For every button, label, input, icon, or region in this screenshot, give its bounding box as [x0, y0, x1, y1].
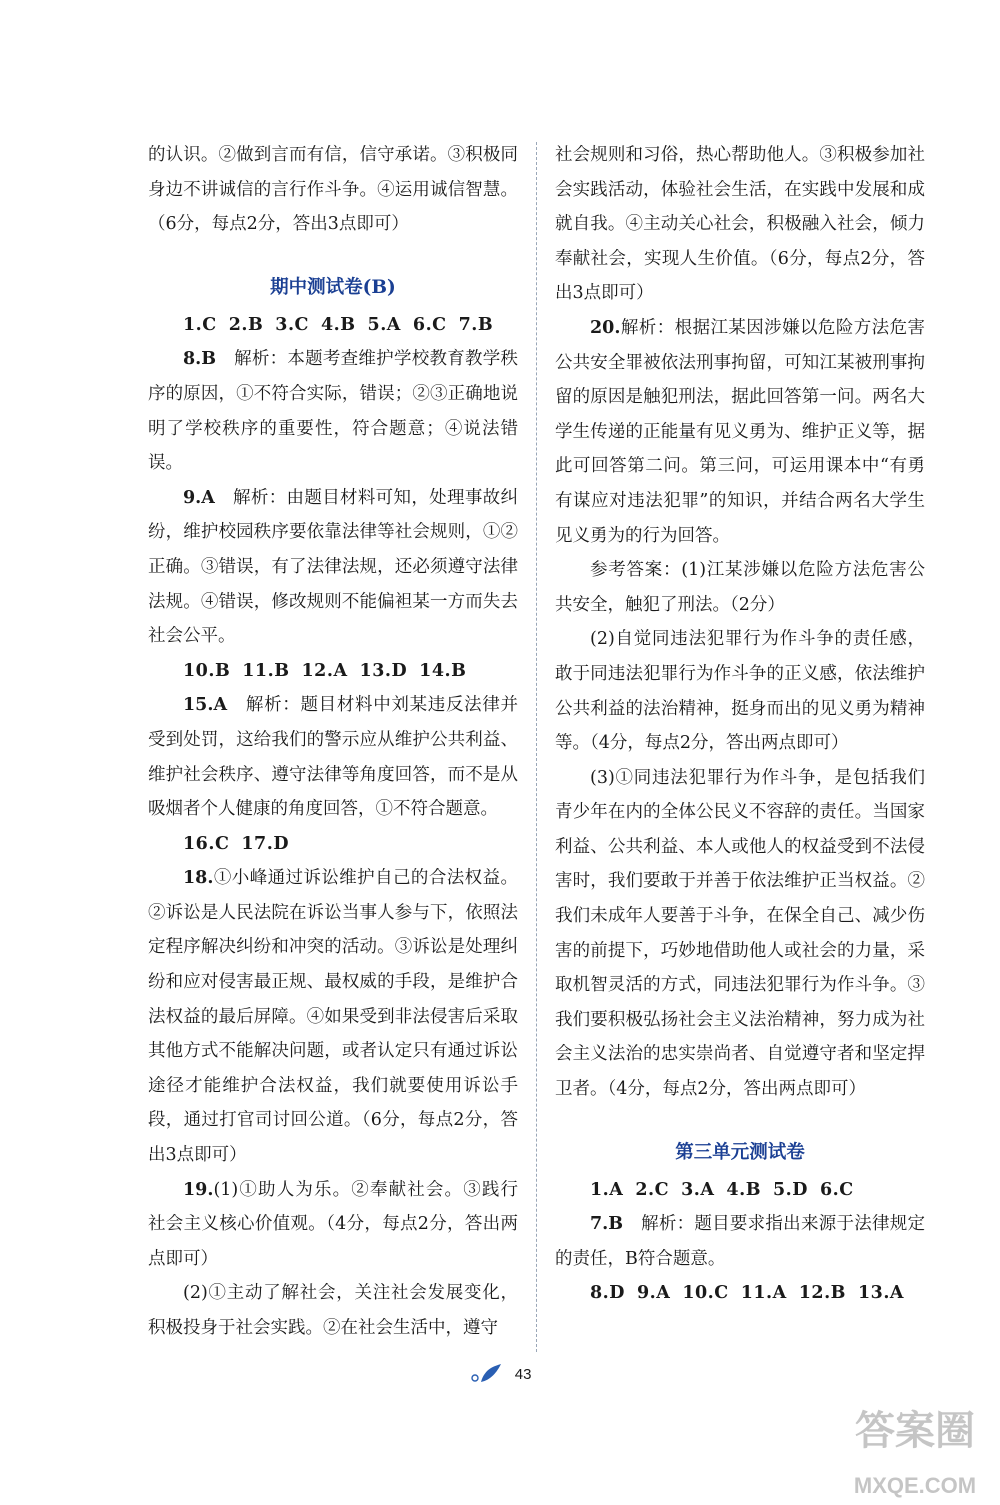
column-divider [536, 142, 537, 1352]
paragraph: (3)①同违法犯罪行为作斗争，是包括我们青少年在内的全体公民义不容辞的责任。当国家利益、公共利益、本人或他人的权益受到不法侵害时，我们要敢于并善于依法维护正当权益。②我们未成年人要善于斗争，在保全自己、减少伤害的前提下，巧妙地借助他人或社会的力量，采取机智灵活的方式，同违法犯罪行为作斗争。③我们要积极弘扬社会主义法治精神，努力成为社会主义法治的忠实崇尚者、自觉遵守者和坚定捍卫者。（4分，每点2分，答出两点即可） [555, 767, 925, 1100]
answer: 5.D [772, 1179, 808, 1200]
answer-row [555, 1276, 925, 1311]
explanation-text: 解析：根据江某因涉嫌以危险方法危害公共安全罪被依法刑事拘留，可知江某被刑事拘留的原因是触犯刑法，据此回答第一问。两名大学生传递的正能量有见义勇为、维护正义等，据此可回答第二问。第三问，可运用课本中“有勇有谋应对违法犯罪”的知识，并结合两名大学生见义勇为的行为回答。 [555, 317, 925, 546]
paragraph: (2)①主动了解社会，关注社会发展变化，积极投身于社会实践。②在社会生活中，遵守 [148, 1283, 518, 1338]
explanation-text: ①小峰通过诉讼维护自己的合法权益。②诉讼是人民法院在诉讼当事人参与下，依照法定程序解决纠纷和冲突的活动。③诉讼是处理纠纷和应对侵害最正规、最权威的手段，是维护合法权益的最后屏障。④如果受到非法侵害后采取其他方式不能解决问题，或者认定只有通过诉讼途径才能维护合法权益，我们就要使用诉讼手段，通过打官司讨回公道。（6分，每点2分，答出3点即可） [148, 868, 518, 1166]
answer: 4.B [726, 1179, 761, 1200]
answer: 9.A [636, 1283, 671, 1304]
watermark-url: MXQE.COM [853, 1473, 977, 1498]
answer: 7.B [458, 314, 494, 335]
answer: 2.B [228, 314, 264, 335]
answer: 2.C [635, 1179, 670, 1200]
section-heading: 期中测试卷(B) [270, 276, 396, 298]
answer: 4.B [320, 314, 356, 335]
answer: 6.C [412, 314, 447, 335]
answer: 6.C [819, 1179, 854, 1200]
explanation-text: 解析：本题考查维护学校教育教学秩序的原因，①不符合实际，错误；②③正确地说明了学校秩序的重要性，符合题意；④说法错误。 [148, 349, 519, 474]
question-number: 20. [590, 317, 621, 338]
answer: 3.C [275, 314, 309, 335]
question-number: 8.B [183, 349, 217, 370]
answer: 11.A [740, 1283, 787, 1304]
explanation [555, 1207, 925, 1276]
page-footer [0, 1362, 1000, 1386]
question-number: 19. [183, 1179, 214, 1200]
answer-row [555, 1173, 925, 1208]
explanation [148, 342, 518, 480]
explanation-text: (1)①助人为乐。②奉献社会。③践行社会主义核心价值观。（4分，每点2分，答出两点即可） [148, 1179, 518, 1269]
answer: 13.A [857, 1283, 904, 1304]
answer: 14.B [419, 660, 467, 681]
explanation-text: 解析：题目材料中刘某违反法律并受到处罚，这给我们的警示应从维护公共利益、维护社会秩序、遵守法律等角度回答，而不是从吸烟者个人健康的角度回答，①不符合题意。 [148, 695, 519, 820]
paragraph: 的认识。②做到言而有信，信守承诺。③积极同身边不讲诚信的言行作斗争。④运用诚信智慧。（6分，每点2分，答出3点即可） [148, 145, 518, 235]
explanation-text: 解析：题目要求指出来源于法律规定的责任，B符合题意。 [555, 1214, 926, 1269]
answer-row [148, 827, 518, 862]
left-column [148, 138, 518, 1346]
leaf-ornament-icon [469, 1362, 505, 1386]
section-heading: 第三单元测试卷 [675, 1141, 805, 1163]
explanation [148, 861, 518, 1172]
answer: 8.D [590, 1283, 625, 1304]
answer: 17.D [241, 833, 289, 854]
explanation [555, 311, 925, 553]
answer: 12.B [798, 1283, 846, 1304]
answer-row [148, 308, 518, 343]
right-column [555, 138, 925, 1311]
question-number: 7.B [590, 1214, 624, 1235]
answer: 5.A [367, 314, 401, 335]
answer-row [148, 654, 518, 689]
answer: 1.C [183, 314, 217, 335]
paragraph: (2)自觉同违法犯罪行为作斗争的责任感，敢于同违法犯罪行为作斗争的正义感，依法维护公共利益的法治精神，挺身而出的见义勇为精神等。（4分，每点2分，答出两点即可） [555, 629, 925, 754]
question-number: 18. [183, 868, 214, 889]
page-number: 43 [514, 1365, 532, 1383]
question-number: 15.A [183, 695, 228, 716]
paragraph: 社会规则和习俗，热心帮助他人。③积极参加社会实践活动，体验社会生活，在实践中发展和成就自我。④主动关心社会，积极融入社会，倾力奉献社会，实现人生价值。（6分，每点2分，答出3点即可） [555, 145, 925, 304]
explanation-text: 解析：由题目材料可知，处理事故纠纷，维护校园秩序要依靠法律等社会规则，①②正确。③错误，有了法律法规，还必须遵守法律法规。④错误，修改规则不能偏袒某一方而失去社会公平。 [148, 487, 519, 647]
watermark [840, 1399, 990, 1499]
answer: 16.C [183, 833, 230, 854]
question-number: 9.A [183, 487, 215, 508]
answer: 1.A [590, 1179, 624, 1200]
answer: 12.A [301, 660, 348, 681]
watermark-logo: 答案圈 [855, 1408, 975, 1454]
answer: 3.A [681, 1179, 715, 1200]
answer: 13.D [359, 660, 408, 681]
paragraph: 参考答案：(1)江某涉嫌以危险方法危害公共安全，触犯了刑法。（2分） [555, 560, 925, 615]
explanation [148, 1173, 518, 1277]
explanation [148, 688, 518, 826]
answer: 10.B [183, 660, 231, 681]
answer: 10.C [682, 1283, 729, 1304]
answer: 11.B [242, 660, 290, 681]
explanation [148, 481, 518, 654]
